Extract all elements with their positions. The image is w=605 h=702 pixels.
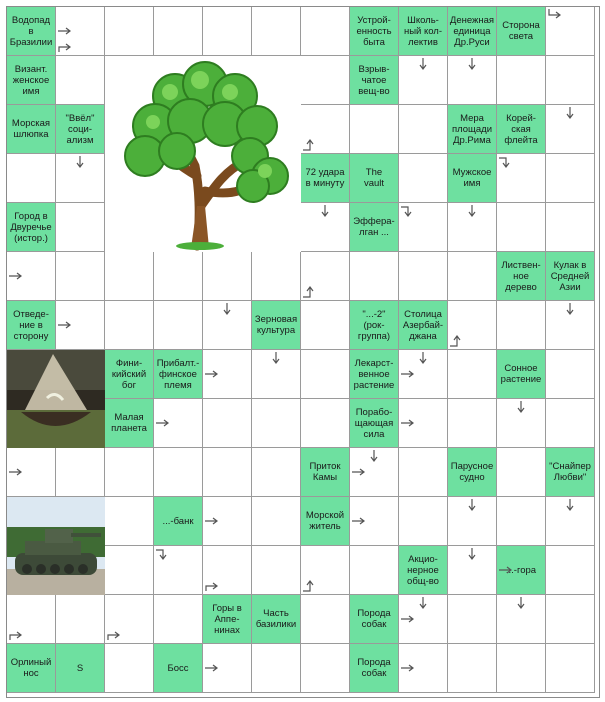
answer-cell[interactable]	[203, 448, 252, 497]
answer-cell[interactable]	[301, 595, 350, 644]
answer-cell[interactable]	[252, 350, 301, 399]
answer-cell[interactable]	[497, 203, 546, 252]
answer-cell[interactable]	[7, 448, 56, 497]
answer-cell[interactable]	[154, 595, 203, 644]
answer-cell[interactable]	[7, 252, 56, 301]
answer-cell[interactable]	[448, 203, 497, 252]
answer-cell[interactable]	[203, 546, 252, 595]
answer-cell[interactable]	[399, 644, 448, 693]
answer-cell[interactable]	[301, 644, 350, 693]
answer-cell[interactable]	[301, 252, 350, 301]
answer-cell[interactable]	[448, 350, 497, 399]
direction-arrow-icon	[562, 106, 578, 120]
tree-illustration	[105, 56, 301, 252]
direction-arrow-icon	[562, 302, 578, 316]
answer-cell[interactable]	[399, 154, 448, 203]
answer-cell[interactable]	[301, 301, 350, 350]
clue-cell-c7: Взрыв- чатое вещ-во	[350, 56, 399, 105]
answer-cell[interactable]	[399, 448, 448, 497]
clue-cell-c37: Часть базилики	[252, 595, 301, 644]
answer-cell[interactable]	[546, 203, 595, 252]
answer-cell[interactable]	[203, 399, 252, 448]
direction-arrow-icon	[464, 547, 480, 561]
clue-cell-c36: Горы в Аппе- нинах	[203, 595, 252, 644]
direction-arrow-icon	[317, 204, 333, 218]
clue-cell-c23: Фини- кийский бог	[105, 350, 154, 399]
answer-cell[interactable]	[56, 7, 105, 56]
answer-cell[interactable]	[7, 595, 56, 644]
clue-cell-c13: The vault	[350, 154, 399, 203]
direction-arrow-icon	[415, 351, 431, 365]
answer-cell[interactable]	[399, 56, 448, 105]
clue-cell-c39: Орлиный нос	[7, 644, 56, 693]
direction-arrow-icon	[106, 628, 122, 642]
answer-cell[interactable]	[448, 56, 497, 105]
answer-cell[interactable]	[154, 7, 203, 56]
clue-cell-c16: Эффера- лган ...	[350, 203, 399, 252]
answer-cell[interactable]	[546, 350, 595, 399]
direction-arrow-icon	[400, 416, 416, 430]
answer-cell[interactable]	[301, 399, 350, 448]
answer-cell[interactable]	[105, 7, 154, 56]
answer-cell[interactable]	[350, 252, 399, 301]
answer-cell[interactable]	[350, 546, 399, 595]
answer-cell[interactable]	[448, 644, 497, 693]
clue-cell-c26: Сонное растение	[497, 350, 546, 399]
answer-cell[interactable]	[399, 252, 448, 301]
clue-cell-c31: "Снайпер Любви"	[546, 448, 595, 497]
answer-cell[interactable]	[203, 497, 252, 546]
crossword-grid	[6, 6, 600, 698]
direction-arrow-icon	[400, 204, 416, 218]
direction-arrow-icon	[155, 547, 171, 561]
direction-arrow-icon	[204, 367, 220, 381]
clue-cell-c38: Порода собак	[350, 595, 399, 644]
direction-arrow-icon	[513, 400, 529, 414]
direction-arrow-icon	[351, 465, 367, 479]
clue-cell-c4: Денежная единица Др.Руси	[448, 7, 497, 56]
answer-cell[interactable]	[448, 301, 497, 350]
direction-arrow-icon	[268, 351, 284, 365]
tank-photo	[7, 497, 105, 595]
direction-arrow-icon	[498, 563, 514, 577]
answer-cell[interactable]	[105, 252, 154, 301]
direction-arrow-icon	[400, 367, 416, 381]
answer-cell[interactable]	[546, 644, 595, 693]
direction-arrow-icon	[415, 57, 431, 71]
clue-cell-c32: ...-банк	[154, 497, 203, 546]
answer-cell[interactable]	[497, 301, 546, 350]
clue-cell-c11: Корей- ская флейта	[497, 105, 546, 154]
answer-cell[interactable]	[105, 644, 154, 693]
clue-cell-c40: S	[56, 644, 105, 693]
answer-cell[interactable]	[301, 546, 350, 595]
answer-cell[interactable]	[252, 644, 301, 693]
clue-cell-c29: Приток Камы	[301, 448, 350, 497]
answer-cell[interactable]	[497, 56, 546, 105]
direction-arrow-icon	[400, 661, 416, 675]
direction-arrow-icon	[204, 579, 220, 593]
answer-cell[interactable]	[56, 448, 105, 497]
answer-cell[interactable]	[399, 203, 448, 252]
direction-arrow-icon	[302, 285, 318, 299]
direction-arrow-icon	[219, 302, 235, 316]
answer-cell[interactable]	[497, 448, 546, 497]
answer-cell[interactable]	[154, 448, 203, 497]
answer-cell[interactable]	[203, 301, 252, 350]
clue-cell-c17: Листвен- ное дерево	[497, 252, 546, 301]
answer-cell[interactable]	[448, 546, 497, 595]
direction-arrow-icon	[8, 269, 24, 283]
clue-cell-c30: Парусное судно	[448, 448, 497, 497]
direction-arrow-icon	[302, 138, 318, 152]
direction-arrow-icon	[8, 465, 24, 479]
direction-arrow-icon	[204, 514, 220, 528]
answer-cell[interactable]	[301, 350, 350, 399]
answer-cell[interactable]	[399, 105, 448, 154]
answer-cell[interactable]	[301, 7, 350, 56]
answer-cell[interactable]	[203, 7, 252, 56]
answer-cell[interactable]	[154, 252, 203, 301]
direction-arrow-icon	[449, 334, 465, 348]
direction-arrow-icon	[302, 579, 318, 593]
answer-cell[interactable]	[497, 644, 546, 693]
answer-cell[interactable]	[497, 497, 546, 546]
clue-cell-c20: Зерновая культура	[252, 301, 301, 350]
clue-cell-c3: Школь- ный кол- лектив	[399, 7, 448, 56]
answer-cell[interactable]	[497, 595, 546, 644]
direction-arrow-icon	[562, 498, 578, 512]
answer-cell[interactable]	[56, 252, 105, 301]
clue-cell-c18: Кулак в Средней Азии	[546, 252, 595, 301]
answer-cell[interactable]	[252, 448, 301, 497]
answer-cell[interactable]	[56, 595, 105, 644]
answer-cell[interactable]	[399, 497, 448, 546]
answer-cell[interactable]	[350, 497, 399, 546]
direction-arrow-icon	[204, 661, 220, 675]
answer-cell[interactable]	[56, 154, 105, 203]
answer-cell[interactable]	[546, 105, 595, 154]
clue-cell-c41: Босс	[154, 644, 203, 693]
answer-cell[interactable]	[154, 399, 203, 448]
clue-cell-c24: Прибалт.- финское племя	[154, 350, 203, 399]
clue-cell-c34: Акцио- нерное общ-во	[399, 546, 448, 595]
answer-cell[interactable]	[448, 252, 497, 301]
answer-cell[interactable]	[546, 56, 595, 105]
hammock-photo	[7, 350, 105, 448]
answer-cell[interactable]	[203, 644, 252, 693]
answer-cell[interactable]	[105, 301, 154, 350]
clue-cell-c35: ...-гора	[497, 546, 546, 595]
answer-cell[interactable]	[546, 301, 595, 350]
direction-arrow-icon	[464, 498, 480, 512]
clue-cell-c5: Сторона света	[497, 7, 546, 56]
answer-cell[interactable]	[56, 301, 105, 350]
clue-cell-c21: "...-2" (рок- группа)	[350, 301, 399, 350]
answer-cell[interactable]	[497, 154, 546, 203]
answer-cell[interactable]	[448, 497, 497, 546]
direction-arrow-icon	[400, 612, 416, 626]
answer-cell[interactable]	[105, 546, 154, 595]
answer-cell[interactable]	[56, 203, 105, 252]
answer-cell[interactable]	[154, 546, 203, 595]
answer-cell[interactable]	[301, 56, 350, 105]
answer-cell[interactable]	[105, 497, 154, 546]
direction-arrow-icon	[155, 416, 171, 430]
direction-arrow-icon	[498, 155, 514, 169]
direction-arrow-icon	[72, 155, 88, 169]
answer-cell[interactable]	[301, 105, 350, 154]
answer-cell[interactable]	[154, 301, 203, 350]
direction-arrow-icon	[464, 204, 480, 218]
clue-cell-c42: Порода собак	[350, 644, 399, 693]
answer-cell[interactable]	[252, 546, 301, 595]
answer-cell[interactable]	[7, 154, 56, 203]
direction-arrow-icon	[57, 24, 73, 38]
answer-cell[interactable]	[399, 350, 448, 399]
clue-cell-c1: Водопад в Бразилии	[7, 7, 56, 56]
direction-arrow-icon	[351, 514, 367, 528]
clue-cell-c6: Визант. женское имя	[7, 56, 56, 105]
answer-cell[interactable]	[448, 595, 497, 644]
direction-arrow-icon	[415, 596, 431, 610]
answer-cell[interactable]	[546, 595, 595, 644]
answer-cell[interactable]	[252, 7, 301, 56]
clue-cell-c15: Город в Двуречье (истор.)	[7, 203, 56, 252]
clue-cell-c9: "Ввёл" соци- ализм	[56, 105, 105, 154]
answer-cell[interactable]	[252, 497, 301, 546]
clue-cell-c8: Морская шлюпка	[7, 105, 56, 154]
answer-cell[interactable]	[56, 56, 105, 105]
clue-cell-c27: Малая планета	[105, 399, 154, 448]
answer-cell[interactable]	[301, 203, 350, 252]
answer-cell[interactable]	[252, 399, 301, 448]
clue-cell-c14: Мужское имя	[448, 154, 497, 203]
direction-arrow-icon	[8, 628, 24, 642]
direction-arrow-icon	[547, 8, 563, 22]
clue-cell-c22: Столица Азербай- джана	[399, 301, 448, 350]
answer-cell[interactable]	[399, 595, 448, 644]
answer-cell[interactable]	[546, 497, 595, 546]
answer-cell[interactable]	[105, 595, 154, 644]
answer-cell[interactable]	[546, 546, 595, 595]
clue-cell-c12: 72 удара в минуту	[301, 154, 350, 203]
answer-cell[interactable]	[350, 105, 399, 154]
answer-cell[interactable]	[399, 399, 448, 448]
answer-cell[interactable]	[448, 399, 497, 448]
answer-cell[interactable]	[350, 448, 399, 497]
answer-cell[interactable]	[252, 252, 301, 301]
direction-arrow-icon	[513, 596, 529, 610]
answer-cell[interactable]	[497, 399, 546, 448]
answer-cell[interactable]	[546, 154, 595, 203]
answer-cell[interactable]	[546, 399, 595, 448]
clue-cell-c2: Устрой- енность быта	[350, 7, 399, 56]
direction-arrow-icon	[57, 318, 73, 332]
direction-arrow-icon	[366, 449, 382, 463]
clue-cell-c25: Лекарст- венное растение	[350, 350, 399, 399]
direction-arrow-icon	[464, 57, 480, 71]
clue-cell-c10: Мера площади Др.Рима	[448, 105, 497, 154]
clue-cell-c28: Порабо- щающая сила	[350, 399, 399, 448]
answer-cell[interactable]	[546, 7, 595, 56]
clue-cell-c33: Морской житель	[301, 497, 350, 546]
answer-cell[interactable]	[203, 252, 252, 301]
answer-cell[interactable]	[105, 448, 154, 497]
direction-arrow-icon	[57, 40, 73, 54]
clue-cell-c19: Отведе- ние в сторону	[7, 301, 56, 350]
answer-cell[interactable]	[203, 350, 252, 399]
